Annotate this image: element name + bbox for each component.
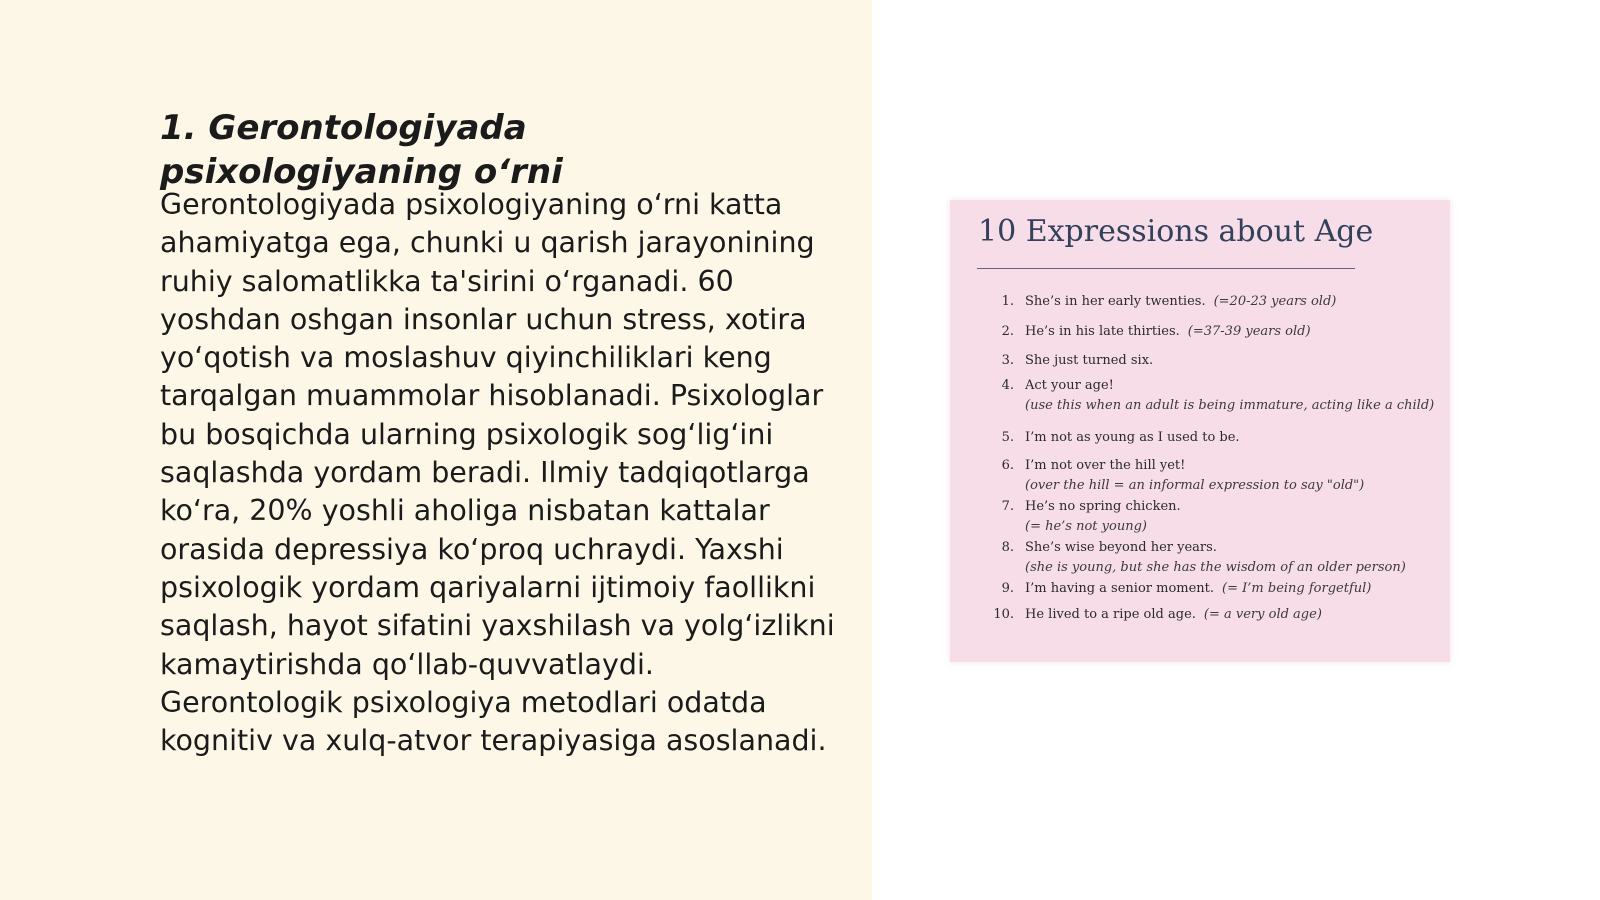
item-text: He lived to a ripe old age. [1025,607,1196,622]
slide-body-text: Gerontologiyada psixologiyaning o‘rni katta ahamiyatga ega, chunki u qarish jarayonining ruhiy salomatlikka ta'sirini o‘rganadi. 60 yoshdan oshgan insonlar uchun stress, xotira yo‘qotish va moslashuv qiyinchiliklari keng tarqalgan muammolar hisoblanadi. Psixologlar bu bosqichda ularning psixologik sog‘lig‘ini saqlashda yordam beradi. Ilmiy tadqiqotlarga ko‘ra, 20% yoshli aholiga nisbatan kattalar orasida depressiya ko‘proq uchraydi. Yaxshi psixologik yordam qariyalarni ijtimoiy faollikni saqlash, hayot sifatini yaxshilash va yolg‘izlikni kamaytirishda qo‘llab-quvvatlaydi. Gerontologik psixologiya metodlari odatda kognitiv va xulq-atvor terapiyasiga asoslanadi. [160,188,835,758]
item-number: 6. [1001,458,1014,473]
item-number: 8. [1001,540,1014,555]
item-text: Act your age! [1025,378,1114,393]
item-number: 4. [1001,378,1014,393]
item-note: (=20-23 years old) [1213,294,1337,309]
item-number: 5. [1001,430,1014,445]
item-subnote: (she is young, but she has the wisdom of an older person) [1025,560,1406,575]
item-text: She’s wise beyond her years. [1025,540,1217,555]
item-note: (= I’m being forgetful) [1222,581,1372,596]
title-underline [977,268,1355,269]
item-subnote: (over the hill = an informal expression to say "old") [1025,478,1365,493]
item-text: He’s in his late thirties. [1025,324,1180,339]
item-number: 10. [993,607,1014,622]
item-subnote: (use this when an adult is being immature, acting like a child) [1025,398,1435,413]
item-number: 7. [1001,499,1014,514]
item-text: I’m not over the hill yet! [1025,458,1186,473]
item-text: She just turned six. [1025,353,1154,368]
item-subnote: (= he’s not young) [1025,519,1147,534]
item-text: He’s no spring chicken. [1025,499,1181,514]
item-text: She’s in her early twenties. [1025,294,1206,309]
item-number: 2. [1001,324,1014,339]
item-number: 3. [1001,353,1014,368]
item-note: (= a very old age) [1203,607,1322,622]
expressions-title: 10 Expressions about Age [978,214,1374,249]
item-number: 9. [1001,581,1014,596]
item-note: (=37-39 years old) [1187,324,1311,339]
item-text: I’m having a senior moment. [1025,581,1215,596]
slide-title: 1. Gerontologiyada psixologiyaning o‘rni [160,108,563,192]
item-text: I’m not as young as I used to be. [1025,430,1240,445]
expressions-image [950,200,1450,662]
item-number: 1. [1001,294,1014,309]
